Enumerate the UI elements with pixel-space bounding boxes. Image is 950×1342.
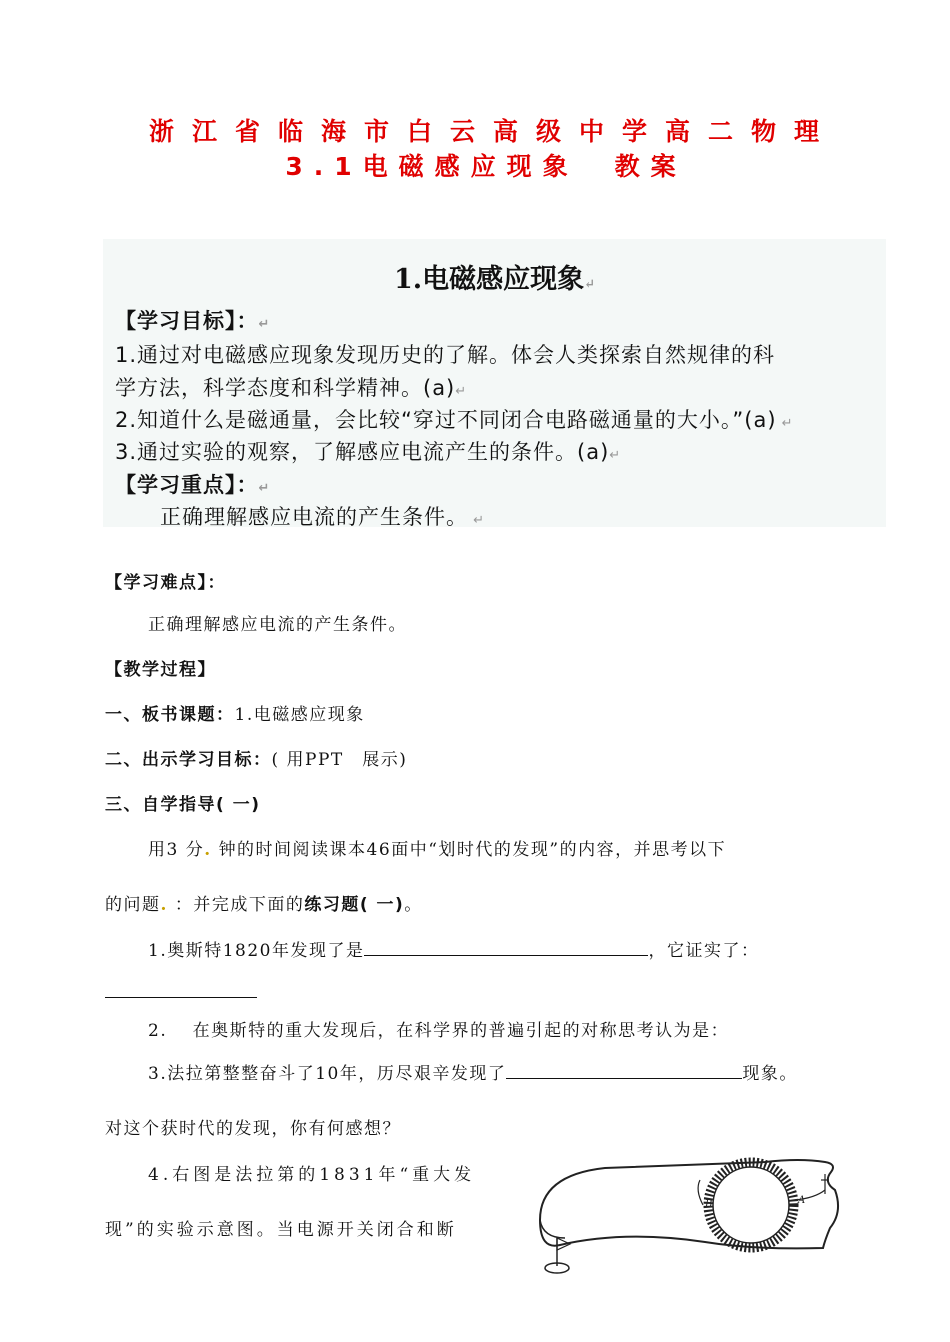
question-4-line1: 4.右图是法拉第的1831年“重大发 [148, 1165, 476, 1185]
goal-2: 2.知道什么是磁通量，会比较“穿过不同闭合电路磁通量的大小。”(a) ↵ [115, 408, 794, 432]
question-3: 3.法拉第整整奋斗了10年，历尽艰辛发现了 现象。 [148, 1064, 798, 1084]
difficulty-text: 正确理解感应电流的产生条件。 [148, 615, 407, 635]
step-2-label: 二、出示学习目标： [105, 750, 272, 770]
goal-1b: 学方法，科学态度和科学精神。(a)↵ [115, 376, 468, 400]
key-text: 正确理解感应电流的产生条件。 ↵ [160, 505, 486, 529]
return-mark-icon: ↵ [776, 416, 794, 431]
goals-label: 【学习目标】：↵ [115, 309, 271, 333]
goal-1a: 1.通过对电磁感应现象发现历史的了解。体会人类探索自然规律的科 [115, 343, 776, 367]
step-2-text: ( 用PPT 展示) [271, 750, 408, 770]
question-4-line2: 现”的实验示意图。当电源开关闭合和断 [105, 1220, 457, 1240]
return-mark-icon: ↵ [258, 317, 271, 332]
answer-blank[interactable] [105, 997, 257, 998]
step-3-label: 三、自学指导( 一) [105, 795, 261, 815]
step-1 [105, 700, 365, 725]
coil-b-label: B [705, 1199, 713, 1210]
doc-title-line2: 3.1电磁感应现象 教案 [285, 152, 687, 181]
difficulty-label: 【学习难点】： [105, 573, 226, 593]
return-mark-icon: ↵ [468, 513, 486, 528]
goal-3: 3.通过实验的观察，了解感应电流产生的条件。(a)↵ [115, 440, 622, 464]
question-1: 1.奥斯特1820年发现了是 ，它证实了： [148, 941, 760, 961]
return-mark-icon: ↵ [609, 448, 622, 463]
key-label: 【学习重点】：↵ [115, 473, 271, 497]
faraday-experiment-figure [525, 1150, 850, 1280]
reading-line2: 的问题. ：并完成下面的练习题( 一)。 [105, 895, 423, 915]
question-3-line2: 对这个获时代的发现，你有何感想？ [105, 1119, 401, 1139]
answer-blank[interactable] [506, 1064, 742, 1079]
step-2 [105, 745, 407, 770]
return-mark-icon: ↵ [584, 277, 596, 292]
step-1-text: 1.电磁感应现象 [234, 705, 365, 725]
return-mark-icon: ↵ [455, 384, 468, 399]
return-mark-icon: ↵ [258, 481, 271, 496]
process-label: 【教学过程】 [105, 660, 216, 680]
reading-line1: 用3 分. 钟的时间阅读课本46面中“划时代的发现”的内容，并思考以下 [148, 840, 727, 860]
question-2: 2. 在奥斯特的重大发现后，在科学界的普遍引起的对称思考认为是： [148, 1021, 730, 1041]
coil-a-label: A [798, 1195, 806, 1206]
objectives-heading: 1.电磁感应现象↵ [393, 264, 596, 295]
answer-blank[interactable] [364, 941, 648, 956]
objectives-box [103, 239, 886, 527]
doc-title-line1: 浙江省临海市白云高级中学高二物理 [148, 117, 837, 146]
step-1-label: 一、板书课题： [105, 705, 235, 725]
